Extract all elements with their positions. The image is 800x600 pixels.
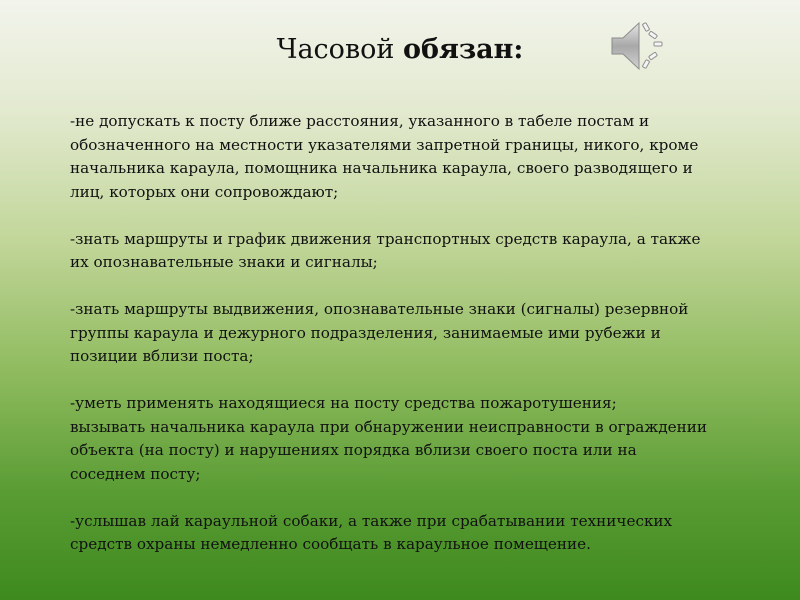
text-line: их опознавательные знаки и сигналы; <box>70 253 378 271</box>
text-line: начальника караула, помощника начальника караула, своего разводящего и <box>70 159 693 177</box>
text-line: -знать маршруты выдвижения, опознавательные знаки (сигналы) резервной <box>70 300 689 318</box>
duty-paragraph <box>70 228 750 275</box>
duty-paragraph <box>70 510 750 557</box>
text-line: -уметь применять находящиеся на посту средства пожаротушения; <box>70 394 617 412</box>
slide-title <box>0 34 800 65</box>
text-line: группы караула и дежурного подразделения, занимаемые ими рубежи и <box>70 323 661 342</box>
slide-title-regular: Часовой <box>276 34 403 65</box>
text-line: объекта (на посту) и нарушениях порядка вблизи своего поста или на <box>70 441 637 459</box>
text-line: средств охраны немедленно сообщать в караульное помещение. <box>70 535 591 553</box>
text-line: -знать маршруты и график движения транспортных средств караула, а также <box>70 229 701 248</box>
slide-body <box>70 110 750 557</box>
text-line: соседнем посту; <box>70 464 201 483</box>
text-line: лиц, которых они сопровождают; <box>70 182 339 201</box>
text-line: вызывать начальника караула при обнаружении неисправности в ограждении <box>70 417 708 436</box>
duty-paragraph <box>70 298 750 369</box>
speaker-icon[interactable] <box>606 18 668 74</box>
slide-title-bold: обязан: <box>402 34 524 65</box>
text-line: -не допускать к посту ближе расстояния, указанного в табеле постам и <box>70 112 650 130</box>
text-line: -услышав лай караульной собаки, а также при срабатывании технических <box>70 511 673 530</box>
duty-paragraph <box>70 110 750 204</box>
text-line: позиции вблизи поста; <box>70 347 254 365</box>
duty-paragraph <box>70 392 750 486</box>
text-line: обозначенного на местности указателями запретной границы, никого, кроме <box>70 135 699 154</box>
